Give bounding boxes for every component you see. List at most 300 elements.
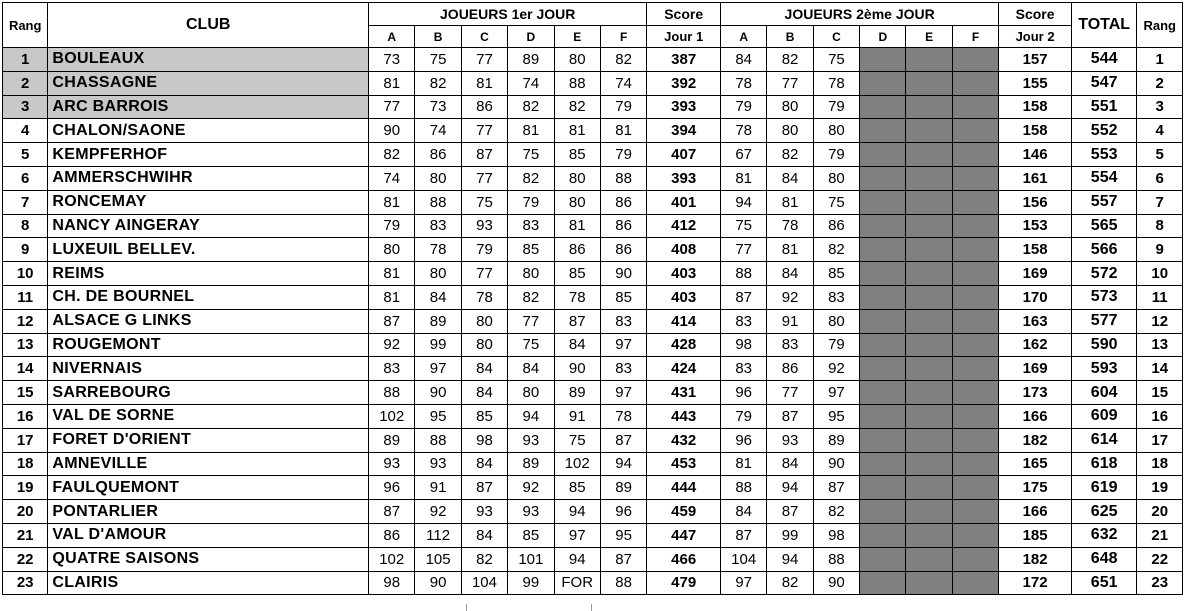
day1-score-cell: 93 <box>461 214 507 238</box>
day1-total-cell: 414 <box>647 309 721 333</box>
day2-empty-cell <box>860 571 906 595</box>
day2-score-cell: 94 <box>767 476 813 500</box>
rank-cell: 12 <box>3 309 48 333</box>
day2-score-cell: 67 <box>720 143 766 167</box>
day2-score-cell: 95 <box>813 404 859 428</box>
day1-score-cell: 94 <box>554 547 600 571</box>
day1-score-cell: 102 <box>369 404 415 428</box>
rank-cell: 6 <box>3 166 48 190</box>
day2-empty-cell <box>906 71 952 95</box>
day2-empty-cell <box>860 523 906 547</box>
day2-empty-cell <box>906 476 952 500</box>
day2-total-cell: 155 <box>999 71 1072 95</box>
day1-total-cell: 393 <box>647 95 721 119</box>
day1-score-cell: 105 <box>415 547 461 571</box>
day1-score-cell: 112 <box>415 523 461 547</box>
day1-score-cell: 90 <box>369 119 415 143</box>
day1-score-cell: 97 <box>554 523 600 547</box>
day2-empty-cell <box>906 428 952 452</box>
day1-total-cell: 479 <box>647 571 721 595</box>
day2-total-cell: 166 <box>999 500 1072 524</box>
club-name-cell: ROUGEMONT <box>48 333 369 357</box>
day2-empty-cell <box>952 404 998 428</box>
table-row <box>3 381 1183 405</box>
day2-empty-cell <box>952 476 998 500</box>
grand-total-cell: 593 <box>1071 357 1137 381</box>
club-name-cell: VAL D'AMOUR <box>48 523 369 547</box>
day1-score-cell: 83 <box>415 214 461 238</box>
table-row <box>3 523 1183 547</box>
day1-score-cell: 85 <box>554 262 600 286</box>
day1-score-cell: 80 <box>554 48 600 72</box>
rang2-header: Rang <box>1137 3 1183 48</box>
d2-player-c-header: C <box>813 26 859 48</box>
grand-total-cell: 557 <box>1071 190 1137 214</box>
day2-score-cell: 80 <box>813 309 859 333</box>
day1-score-cell: 81 <box>369 262 415 286</box>
day2-empty-cell <box>860 214 906 238</box>
d1-player-e-header: E <box>554 26 600 48</box>
day2-empty-cell <box>952 95 998 119</box>
day2-score-cell: 87 <box>720 523 766 547</box>
day2-score-cell: 86 <box>767 357 813 381</box>
rank-repeat-cell: 6 <box>1137 166 1183 190</box>
rank-cell: 4 <box>3 119 48 143</box>
day1-score-cell: 80 <box>554 166 600 190</box>
day1-score-cell: 79 <box>508 190 554 214</box>
day2-empty-cell <box>860 71 906 95</box>
day1-total-cell: 453 <box>647 452 721 476</box>
day2-score-cell: 87 <box>767 500 813 524</box>
score1-header-line1: Score <box>647 3 721 26</box>
day2-score-cell: 98 <box>720 333 766 357</box>
day2-score-cell: 83 <box>720 357 766 381</box>
table-row <box>3 333 1183 357</box>
day1-score-cell: 89 <box>554 381 600 405</box>
day2-empty-cell <box>906 190 952 214</box>
club-name-cell: AMMERSCHWIHR <box>48 166 369 190</box>
day1-score-cell: 73 <box>369 48 415 72</box>
day2-empty-cell <box>906 119 952 143</box>
day1-score-cell: 81 <box>554 214 600 238</box>
day1-score-cell: 78 <box>415 238 461 262</box>
day2-score-cell: 84 <box>720 500 766 524</box>
day2-empty-cell <box>906 547 952 571</box>
day1-score-cell: 80 <box>369 238 415 262</box>
day2-empty-cell <box>906 214 952 238</box>
day1-score-cell: 86 <box>554 238 600 262</box>
day2-score-cell: 79 <box>720 404 766 428</box>
day2-score-cell: 79 <box>813 333 859 357</box>
club-name-cell: FORET D'ORIENT <box>48 428 369 452</box>
day2-empty-cell <box>952 571 998 595</box>
day1-score-cell: 90 <box>415 571 461 595</box>
day1-score-cell: FOR <box>554 571 600 595</box>
club-name-cell: NIVERNAIS <box>48 357 369 381</box>
d2-player-a-header: A <box>720 26 766 48</box>
day2-empty-cell <box>906 262 952 286</box>
grand-total-cell: 552 <box>1071 119 1137 143</box>
day1-score-cell: 99 <box>415 333 461 357</box>
club-name-cell: LUXEUIL BELLEV. <box>48 238 369 262</box>
day2-score-cell: 89 <box>813 428 859 452</box>
day2-empty-cell <box>906 571 952 595</box>
day1-score-cell: 88 <box>415 190 461 214</box>
day1-score-cell: 77 <box>369 95 415 119</box>
rank-cell: 15 <box>3 381 48 405</box>
rank-cell: 20 <box>3 500 48 524</box>
rank-cell: 11 <box>3 285 48 309</box>
day1-score-cell: 75 <box>508 143 554 167</box>
day1-score-cell: 75 <box>415 48 461 72</box>
grand-total-cell: 544 <box>1071 48 1137 72</box>
day1-score-cell: 85 <box>508 523 554 547</box>
day1-score-cell: 77 <box>461 48 507 72</box>
day2-empty-cell <box>906 404 952 428</box>
day2-empty-cell <box>906 357 952 381</box>
day1-score-cell: 77 <box>508 309 554 333</box>
day1-score-cell: 97 <box>600 381 646 405</box>
day2-empty-cell <box>860 95 906 119</box>
day2-total-cell: 165 <box>999 452 1072 476</box>
day1-score-cell: 82 <box>600 48 646 72</box>
grand-total-cell: 547 <box>1071 71 1137 95</box>
table-row <box>3 547 1183 571</box>
score2-header-line2: Jour 2 <box>999 26 1072 48</box>
day2-empty-cell <box>952 190 998 214</box>
table-row <box>3 119 1183 143</box>
day1-score-cell: 81 <box>369 190 415 214</box>
rank-cell: 23 <box>3 571 48 595</box>
rank-repeat-cell: 15 <box>1137 381 1183 405</box>
day2-empty-cell <box>952 357 998 381</box>
day1-score-cell: 80 <box>461 309 507 333</box>
day2-score-cell: 87 <box>767 404 813 428</box>
day1-score-cell: 94 <box>508 404 554 428</box>
day1-score-cell: 82 <box>508 285 554 309</box>
grand-total-cell: 614 <box>1071 428 1137 452</box>
day2-total-cell: 156 <box>999 190 1072 214</box>
score2-header-line1: Score <box>999 3 1072 26</box>
day1-score-cell: 78 <box>554 285 600 309</box>
day1-score-cell: 81 <box>461 71 507 95</box>
rank-cell: 18 <box>3 452 48 476</box>
day2-score-cell: 84 <box>767 262 813 286</box>
day1-score-cell: 97 <box>600 333 646 357</box>
day2-empty-cell <box>952 262 998 286</box>
club-name-cell: ARC BARROIS <box>48 95 369 119</box>
club-name-cell: CHASSAGNE <box>48 71 369 95</box>
day1-total-cell: 447 <box>647 523 721 547</box>
club-header: CLUB <box>48 3 369 48</box>
day1-total-cell: 443 <box>647 404 721 428</box>
day1-score-cell: 81 <box>369 285 415 309</box>
day1-score-cell: 104 <box>461 571 507 595</box>
day2-score-cell: 80 <box>767 119 813 143</box>
table-row <box>3 285 1183 309</box>
day2-score-cell: 78 <box>813 71 859 95</box>
day2-empty-cell <box>906 95 952 119</box>
grand-total-cell: 651 <box>1071 571 1137 595</box>
day1-score-cell: 85 <box>508 238 554 262</box>
day2-score-cell: 82 <box>767 571 813 595</box>
day2-score-cell: 84 <box>767 452 813 476</box>
day1-score-cell: 75 <box>508 333 554 357</box>
day1-score-cell: 84 <box>415 285 461 309</box>
day2-score-cell: 78 <box>767 214 813 238</box>
day1-score-cell: 81 <box>600 119 646 143</box>
day1-score-cell: 82 <box>461 547 507 571</box>
day2-total-cell: 182 <box>999 547 1072 571</box>
table-row <box>3 571 1183 595</box>
grand-total-cell: 553 <box>1071 143 1137 167</box>
club-name-cell: FAULQUEMONT <box>48 476 369 500</box>
day2-empty-cell <box>860 309 906 333</box>
day2-total-cell: 173 <box>999 381 1072 405</box>
day1-score-cell: 80 <box>461 333 507 357</box>
day1-score-cell: 84 <box>461 523 507 547</box>
day1-score-cell: 74 <box>369 166 415 190</box>
d2-player-b-header: B <box>767 26 813 48</box>
day1-score-cell: 89 <box>369 428 415 452</box>
day2-total-cell: 163 <box>999 309 1072 333</box>
day1-score-cell: 95 <box>600 523 646 547</box>
day1-score-cell: 102 <box>554 452 600 476</box>
day2-score-cell: 88 <box>720 476 766 500</box>
day2-score-cell: 78 <box>720 119 766 143</box>
day2-empty-cell <box>860 119 906 143</box>
day1-score-cell: 77 <box>461 166 507 190</box>
grand-total-cell: 590 <box>1071 333 1137 357</box>
table-row <box>3 452 1183 476</box>
day2-score-cell: 88 <box>813 547 859 571</box>
results-body <box>3 48 1183 595</box>
club-name-cell: BOULEAUX <box>48 48 369 72</box>
grand-total-cell: 566 <box>1071 238 1137 262</box>
table-row <box>3 190 1183 214</box>
day2-total-cell: 166 <box>999 404 1072 428</box>
table-row <box>3 357 1183 381</box>
day2-empty-cell <box>952 166 998 190</box>
day2-score-cell: 82 <box>813 238 859 262</box>
day1-total-cell: 432 <box>647 428 721 452</box>
day2-empty-cell <box>860 428 906 452</box>
day2-score-cell: 77 <box>767 381 813 405</box>
day1-total-cell: 424 <box>647 357 721 381</box>
day1-score-cell: 80 <box>415 262 461 286</box>
day2-empty-cell <box>860 452 906 476</box>
day2-empty-cell <box>860 547 906 571</box>
day2-score-cell: 90 <box>813 452 859 476</box>
day2-empty-cell <box>906 381 952 405</box>
rank-repeat-cell: 5 <box>1137 143 1183 167</box>
table-row <box>3 166 1183 190</box>
day1-score-cell: 93 <box>508 428 554 452</box>
day2-score-cell: 78 <box>720 71 766 95</box>
day1-score-cell: 87 <box>461 143 507 167</box>
day1-score-cell: 91 <box>415 476 461 500</box>
day2-score-cell: 93 <box>767 428 813 452</box>
rank-repeat-cell: 20 <box>1137 500 1183 524</box>
day2-empty-cell <box>952 119 998 143</box>
day2-score-cell: 94 <box>767 547 813 571</box>
grand-total-cell: 648 <box>1071 547 1137 571</box>
day2-empty-cell <box>860 333 906 357</box>
rank-cell: 7 <box>3 190 48 214</box>
day1-score-cell: 83 <box>508 214 554 238</box>
day2-empty-cell <box>952 523 998 547</box>
rank-repeat-cell: 10 <box>1137 262 1183 286</box>
d1-player-d-header: D <box>508 26 554 48</box>
club-name-cell: PONTARLIER <box>48 500 369 524</box>
day1-score-cell: 101 <box>508 547 554 571</box>
day1-score-cell: 93 <box>415 452 461 476</box>
day2-empty-cell <box>952 500 998 524</box>
day1-score-cell: 77 <box>461 119 507 143</box>
table-row <box>3 309 1183 333</box>
day1-score-cell: 82 <box>508 95 554 119</box>
day2-total-cell: 161 <box>999 166 1072 190</box>
day1-score-cell: 81 <box>554 119 600 143</box>
day1-score-cell: 92 <box>369 333 415 357</box>
d2-player-e-header: E <box>906 26 952 48</box>
day2-empty-cell <box>860 476 906 500</box>
rank-repeat-cell: 13 <box>1137 333 1183 357</box>
club-name-cell: AMNEVILLE <box>48 452 369 476</box>
day1-score-cell: 86 <box>600 190 646 214</box>
day1-score-cell: 90 <box>600 262 646 286</box>
grand-total-cell: 551 <box>1071 95 1137 119</box>
day2-empty-cell <box>952 547 998 571</box>
rank-repeat-cell: 16 <box>1137 404 1183 428</box>
day1-header: JOUEURS 1er JOUR <box>369 3 647 26</box>
day1-total-cell: 459 <box>647 500 721 524</box>
table-row <box>3 71 1183 95</box>
day2-score-cell: 81 <box>767 190 813 214</box>
day2-empty-cell <box>906 500 952 524</box>
day1-score-cell: 80 <box>415 166 461 190</box>
table-row <box>3 238 1183 262</box>
day1-score-cell: 95 <box>415 404 461 428</box>
results-table <box>2 2 1183 595</box>
day2-score-cell: 87 <box>813 476 859 500</box>
day1-total-cell: 403 <box>647 262 721 286</box>
day1-score-cell: 89 <box>600 476 646 500</box>
day1-score-cell: 79 <box>369 214 415 238</box>
rank-repeat-cell: 18 <box>1137 452 1183 476</box>
day2-score-cell: 84 <box>767 166 813 190</box>
day2-score-cell: 81 <box>720 452 766 476</box>
day2-score-cell: 79 <box>813 95 859 119</box>
day1-score-cell: 79 <box>600 143 646 167</box>
day1-score-cell: 98 <box>369 571 415 595</box>
day1-score-cell: 74 <box>508 71 554 95</box>
rank-repeat-cell: 17 <box>1137 428 1183 452</box>
day2-total-cell: 172 <box>999 571 1072 595</box>
day1-score-cell: 85 <box>554 476 600 500</box>
day2-score-cell: 90 <box>813 571 859 595</box>
d1-player-f-header: F <box>600 26 646 48</box>
day1-score-cell: 88 <box>415 428 461 452</box>
day2-total-cell: 175 <box>999 476 1072 500</box>
day1-score-cell: 90 <box>554 357 600 381</box>
rank-repeat-cell: 3 <box>1137 95 1183 119</box>
day1-score-cell: 84 <box>461 381 507 405</box>
day2-empty-cell <box>860 381 906 405</box>
day2-score-cell: 94 <box>720 190 766 214</box>
club-name-cell: QUATRE SAISONS <box>48 547 369 571</box>
day1-total-cell: 401 <box>647 190 721 214</box>
club-name-cell: VAL DE SORNE <box>48 404 369 428</box>
day1-score-cell: 82 <box>554 95 600 119</box>
day2-score-cell: 104 <box>720 547 766 571</box>
grand-total-cell: 577 <box>1071 309 1137 333</box>
day1-score-cell: 79 <box>600 95 646 119</box>
grand-total-cell: 554 <box>1071 166 1137 190</box>
day2-score-cell: 80 <box>767 95 813 119</box>
day1-total-cell: 387 <box>647 48 721 72</box>
day2-empty-cell <box>952 71 998 95</box>
rank-cell: 8 <box>3 214 48 238</box>
day2-score-cell: 81 <box>767 238 813 262</box>
day1-score-cell: 82 <box>369 143 415 167</box>
sheet-tab[interactable] <box>466 604 592 611</box>
day2-empty-cell <box>860 166 906 190</box>
day1-score-cell: 90 <box>415 381 461 405</box>
club-name-cell: NANCY AINGERAY <box>48 214 369 238</box>
rank-repeat-cell: 22 <box>1137 547 1183 571</box>
rank-cell: 2 <box>3 71 48 95</box>
grand-total-cell: 619 <box>1071 476 1137 500</box>
day2-score-cell: 80 <box>813 166 859 190</box>
day1-score-cell: 78 <box>600 404 646 428</box>
table-row <box>3 214 1183 238</box>
day1-score-cell: 87 <box>600 547 646 571</box>
day1-total-cell: 407 <box>647 143 721 167</box>
day2-total-cell: 169 <box>999 357 1072 381</box>
day1-score-cell: 88 <box>600 166 646 190</box>
day1-score-cell: 96 <box>600 500 646 524</box>
day2-score-cell: 82 <box>767 48 813 72</box>
day1-score-cell: 86 <box>461 95 507 119</box>
day2-empty-cell <box>906 309 952 333</box>
rank-repeat-cell: 1 <box>1137 48 1183 72</box>
club-name-cell: SARREBOURG <box>48 381 369 405</box>
club-name-cell: KEMPFERHOF <box>48 143 369 167</box>
table-row <box>3 428 1183 452</box>
day2-score-cell: 85 <box>813 262 859 286</box>
rank-repeat-cell: 9 <box>1137 238 1183 262</box>
day1-score-cell: 87 <box>600 428 646 452</box>
day2-total-cell: 185 <box>999 523 1072 547</box>
total-header: TOTAL <box>1071 3 1137 48</box>
day1-total-cell: 392 <box>647 71 721 95</box>
day1-score-cell: 77 <box>461 262 507 286</box>
table-row <box>3 404 1183 428</box>
rank-cell: 14 <box>3 357 48 381</box>
day2-total-cell: 157 <box>999 48 1072 72</box>
day2-empty-cell <box>906 48 952 72</box>
day2-empty-cell <box>906 285 952 309</box>
day2-total-cell: 158 <box>999 119 1072 143</box>
table-row <box>3 143 1183 167</box>
table-row <box>3 262 1183 286</box>
day2-score-cell: 82 <box>767 143 813 167</box>
rang-header: Rang <box>3 3 48 48</box>
day2-empty-cell <box>906 333 952 357</box>
rank-repeat-cell: 11 <box>1137 285 1183 309</box>
grand-total-cell: 604 <box>1071 381 1137 405</box>
